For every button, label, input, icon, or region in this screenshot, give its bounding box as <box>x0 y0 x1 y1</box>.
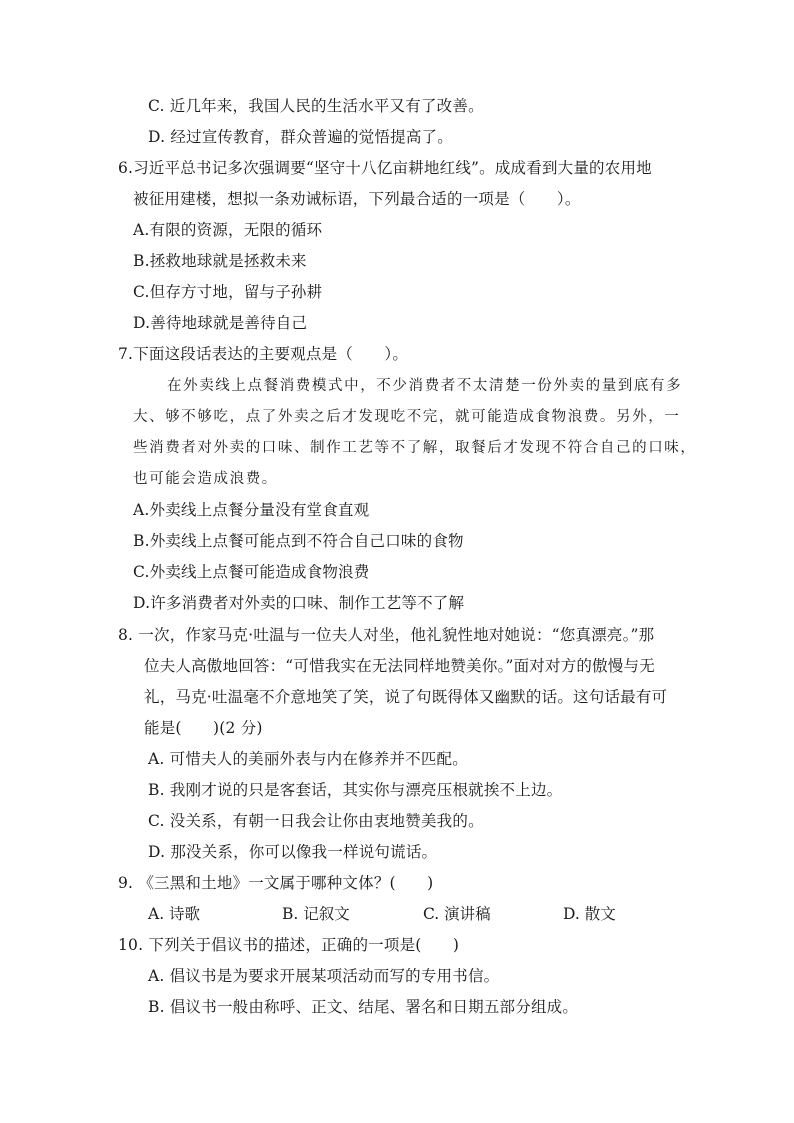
q10-option-b: B. 倡议书一般由称呼、正文、结尾、署名和日期五部分组成。 <box>148 998 579 1016</box>
q7-option-b: B.外卖线上点餐可能点到不符合自己口味的食物 <box>133 532 464 550</box>
q7-option-a: A.外卖线上点餐分量没有堂食直观 <box>133 501 370 519</box>
q10-option-a: A. 倡议书是为要求开展某项活动而写的专用书信。 <box>148 967 500 985</box>
q8-option-d: D. 那没关系，你可以像我一样说句谎话。 <box>148 843 438 861</box>
q6-stem-line1: 6.习近平总书记多次强调要“坚守十八亿亩耕地红线”。成成看到大量的农用地 <box>118 159 652 177</box>
q8-option-c: C. 没关系，有朝一日我会让你由衷地赞美我的。 <box>148 812 484 830</box>
q9-option-c: C. 演讲稿 <box>423 905 491 923</box>
q7-passage-line4: 也可能会造成浪费。 <box>133 471 278 487</box>
q7-passage-line1: 在外卖线上点餐消费模式中，不少消费者不太清楚一份外卖的量到底有多 <box>167 378 683 394</box>
q6-option-b: B.拯救地球就是拯救未来 <box>133 252 307 270</box>
q8-stem-line2: 位夫人高傲地回答：“可惜我实在无法同样地赞美你。”面对对方的傲慢与无 <box>144 657 655 675</box>
q8-stem-line1: 8. 一次，作家马克·吐温与一位夫人对坐，他礼貌性地对她说：“您真漂亮。”那 <box>118 626 655 644</box>
q5-option-d: D. 经过宣传教育，群众普遍的觉悟提高了。 <box>148 128 453 146</box>
q9-option-b: B. 记叙文 <box>282 905 350 923</box>
q7-passage-line2: 大、够不够吃，点了外卖之后才发现吃不完，就可能造成食物浪费。另外，一 <box>133 409 681 425</box>
q5-option-c: C. 近几年来，我国人民的生活水平又有了改善。 <box>148 97 484 115</box>
q6-option-a: A.有限的资源，无限的循环 <box>133 221 323 239</box>
q6-option-c: C.但存方寸地，留与子孙耕 <box>133 283 323 301</box>
q6-stem-line2: 被征用建楼，想拟一条劝诫标语，下列最合适的一项是（ ）。 <box>133 190 581 208</box>
q7-stem: 7.下面这段话表达的主要观点是（ ）。 <box>118 345 409 363</box>
q7-passage-line3: 些消费者对外卖的口味、制作工艺等不了解，取餐后才发现不符合自己的口味， <box>133 440 697 456</box>
q10-stem: 10. 下列关于倡议书的描述，正确的一项是( ) <box>118 936 460 954</box>
q9-stem: 9. 《三黑和土地》一文属于哪种文体？( ) <box>118 874 434 892</box>
q8-option-b: B. 我刚才说的只是客套话，其实你与漂亮压根就挨不上边。 <box>148 781 563 799</box>
q8-option-a: A. 可惜夫人的美丽外表与内在修养并不匹配。 <box>148 750 468 768</box>
q9-option-a: A. 诗歌 <box>148 905 201 923</box>
q6-option-d: D.善待地球就是善待自己 <box>133 314 308 332</box>
q7-option-d: D.许多消费者对外卖的口味、制作工艺等不了解 <box>133 594 465 612</box>
q8-stem-line3: 礼，马克·吐温毫不介意地笑了笑，说了句既得体又幽默的话。这句话最有可 <box>144 688 668 706</box>
q9-option-d: D. 散文 <box>563 905 616 923</box>
q8-stem-line4: 能是( )(2 分) <box>144 719 263 737</box>
q7-option-c: C.外卖线上点餐可能造成食物浪费 <box>133 563 370 581</box>
